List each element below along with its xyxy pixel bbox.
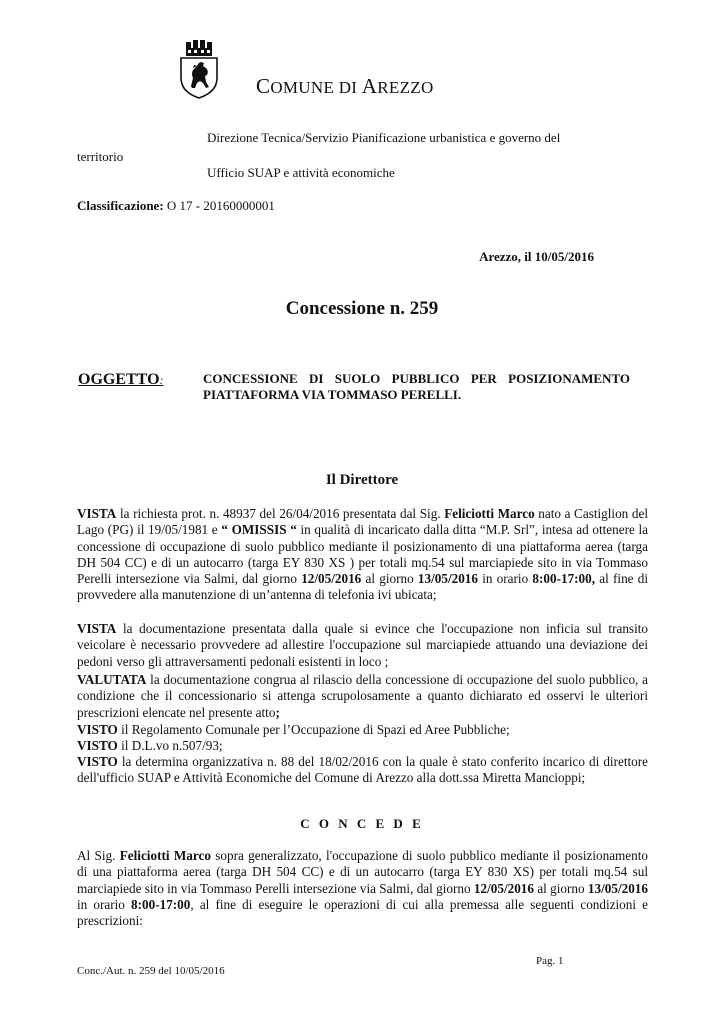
footer-reference: Conc./Aut. n. 259 del 10/05/2016 — [77, 965, 225, 977]
paragraph-vista-documentazione: VISTA la documentazione presentata dalla quale si evince che l'occupazione non inficia sul transito veicolare è necessario provvedere ad allestire l'occupazione sul marciapiede attuando una deviazione dei pedoni verso gli attraversamenti pedonali esistenti in loco ; — [77, 621, 648, 669]
direttore-heading: Il Direttore — [325, 472, 399, 488]
paragraph-visto-regolamento: VISTO il Regolamento Comunale per l’Occupazione di Spazi ed Aree Pubbliche; — [77, 722, 510, 737]
document-date: Arezzo, il 10/05/2016 — [479, 249, 594, 264]
ufficio-line: Ufficio SUAP e attività economiche — [207, 165, 395, 180]
page-title: Concessione n. 259 — [285, 298, 439, 319]
paragraph-concessione: Al Sig. Feliciotti Marco sopra generalizzato, l'occupazione di suolo pubblico mediante il posizionamento di una piattaforma aerea (targa DH 504 CC) e di un autocarro (targa EY 830 XS) per totali mq.54 sul marciapiede sito in via Tommaso Perelli intersezione via Salmi, dal giorno 12/05/2016 al giorno 13/05/2016 in orario 8:00-17:00, al fine di eseguire le operazioni di cui alla premessa alle seguenti condizioni e prescrizioni: — [77, 848, 649, 929]
concede-heading: C O N C E D E — [300, 816, 424, 831]
oggetto-text: CONCESSIONE DI SUOLO PUBBLICO PER POSIZIONAMENTO PIATTAFORMA VIA TOMMASO PERELLI. — [203, 371, 630, 402]
coat-of-arms-icon — [176, 38, 222, 100]
paragraph-visto-dlvo: VISTO il D.L.vo n.507/93; — [77, 738, 223, 753]
classificazione: Classificazione: O 17 - 20160000001 — [77, 198, 275, 213]
comune-heading: COMUNE DI AREZZO — [256, 74, 434, 98]
direzione-line-continued: territorio — [77, 149, 124, 164]
oggetto-label: OGGETTO: — [78, 371, 164, 388]
paragraph-vista-richiesta: VISTA la richiesta prot. n. 48937 del 26/04/2016 presentata dal Sig. Feliciotti Marco nato a Castiglion del Lago (PG) il 19/05/1981 e “ OMISSIS “ in qualità di incaricato dalla ditta “M.P. Srl”, intesa ad ottenere la concessione di occupazione di suolo pubblico mediante il posizionamento di una piattaforma aerea (targa DH 504 CC) e di un autocarro (targa EY 830 XS ) per totali mq.54 sul marciapiede sito in via Tommaso Perelli intersezione via Salmi, dal giorno 12/05/2016 al giorno 13/05/2016 in orario 8:00-17:00, al fine di provvedere alla manutenzione di un’antenna di telefonia ivi ubicata; — [77, 506, 648, 603]
paragraph-valutata: VALUTATA la documentazione congrua al rilascio della concessione di occupazione del suolo pubblico, a condizione che il concessionario si attenga scrupolosamente a quanto dichiarato ed osservi le ulteriori prescrizioni elencate nel presente atto; — [77, 672, 648, 720]
direzione-line: Direzione Tecnica/Servizio Pianificazione urbanistica e governo del — [207, 130, 561, 145]
page-number: Pag. 1 — [536, 955, 564, 967]
paragraph-visto-determina: VISTO la determina organizzativa n. 88 del 18/02/2016 con la quale è stato conferito incarico di direttore dell'ufficio SUAP e Attività Economiche del Comune di Arezzo alla dott.ssa Miretta Mancioppi; — [77, 754, 648, 786]
